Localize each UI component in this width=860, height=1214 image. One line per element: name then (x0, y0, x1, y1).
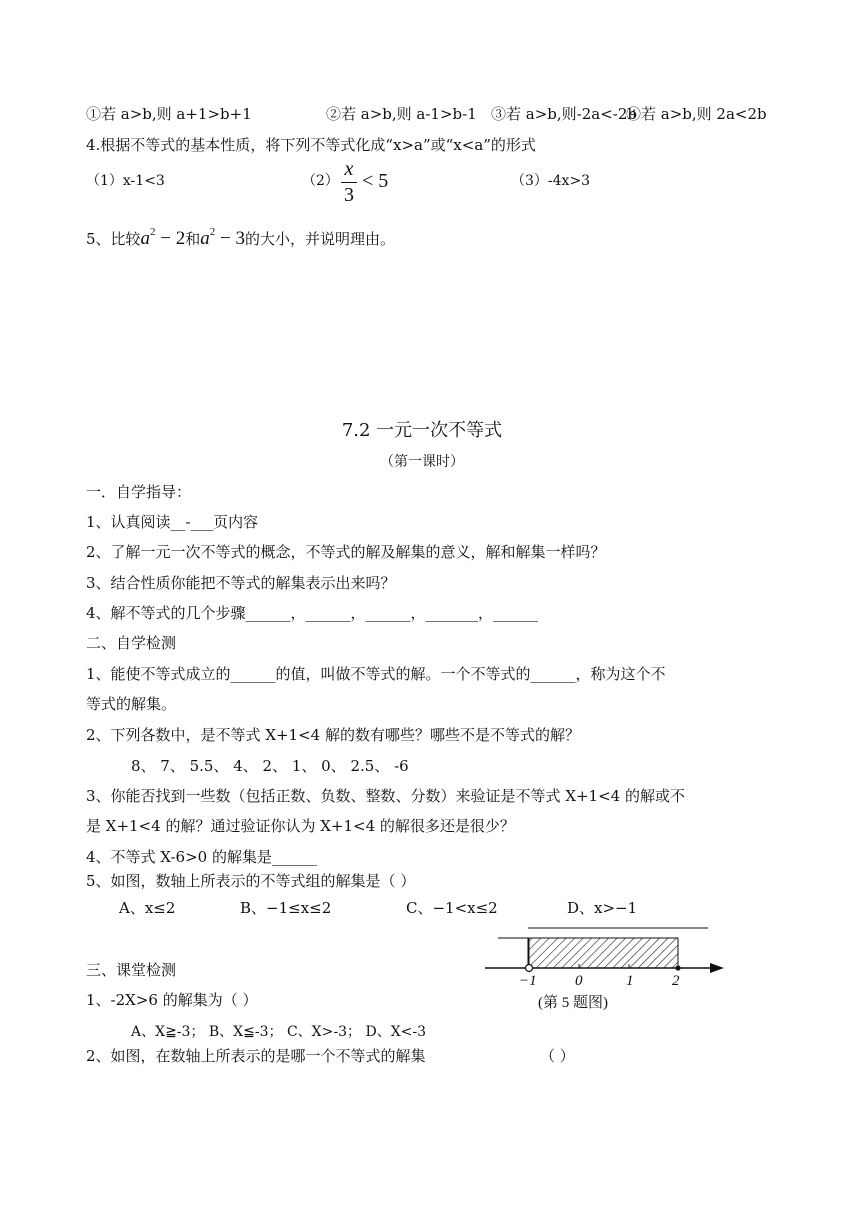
fraction-bar (341, 182, 357, 183)
part-2-q1-line-2: 等式的解集。 (86, 695, 177, 713)
figure-caption: (第 5 题图) (538, 995, 608, 1011)
question-5-prefix: 5、比较 (86, 230, 141, 248)
question-4-part-2-relation: < 5 (362, 170, 389, 192)
part-3-q2-answer-paren: （ ） (540, 1047, 575, 1065)
fraction-x-over-3 (341, 158, 357, 206)
bracket-x-greater-than-minus-1 (498, 938, 528, 968)
number-line-figure (480, 922, 730, 994)
solution-region (529, 938, 678, 968)
expression-1-exponent: 2 (150, 226, 156, 238)
part-2-q3-line-1: 3、你能否找到一些数（包括正数、负数、整数、分数）来验证是不等式 X+1<4 的解或不 (86, 787, 685, 805)
part-3-q1: 1、-2X>6 的解集为（ ） (86, 991, 258, 1009)
q3-option-3: ③若 a>b,则-2a<-2b (491, 105, 637, 123)
fraction-numerator: x (344, 158, 354, 180)
part-2-q5-option-c: C、−1<x≤2 (406, 899, 498, 917)
part-2-q1-line-1: 1、能使不等式成立的______的值，叫做不等式的解。一个不等式的______，称为这个不 (86, 665, 666, 683)
expression-2 (200, 228, 245, 249)
fraction-denominator: 3 (344, 184, 354, 206)
question-4-part-3: （3）-4x>3 (511, 173, 591, 189)
q3-option-1: ①若 a>b,则 a+1>b+1 (86, 105, 252, 123)
part-2-q2: 2、下列各数中，是不等式 X+1<4 解的数有哪些？哪些不是不等式的解？ (86, 726, 580, 744)
part-1-item-3: 3、结合性质你能把不等式的解集表示出来吗？ (86, 574, 396, 592)
question-4-part-1: （1）x-1<3 (86, 173, 165, 189)
tick-label-2: 2 (672, 973, 680, 989)
question-4-part-2-label: （2） (302, 173, 339, 189)
part-2-q5-option-d: D、x>−1 (567, 899, 638, 917)
part-3-q1-options: A、X≧-3； B、X≦-3； C、X>-3； D、X<-3 (131, 1024, 427, 1040)
part-3-q2: 2、如图，在数轴上所表示的是哪一个不等式的解集 (86, 1047, 426, 1065)
tick-label-0: 0 (575, 973, 583, 989)
question-4-text: 4.根据不等式的基本性质，将下列不等式化成“x>a”或“x<a”的形式 (86, 136, 536, 154)
part-2-q5-option-b: B、−1≤x≤2 (240, 899, 332, 917)
axis-arrow-icon (710, 963, 724, 973)
expression-2-exponent: 2 (209, 226, 216, 238)
expression-1 (141, 228, 186, 249)
part-3-heading: 三、课堂检测 (86, 961, 177, 979)
part-2-q4: 4、不等式 X-6>0 的解集是______ (86, 848, 317, 866)
part-2-q2-numbers: 8、 7、 5.5、 4、 2、 1、 0、 2.5、 -6 (131, 757, 409, 775)
question-5-mid: 和 (185, 230, 201, 248)
part-1-item-4: 4、解不等式的几个步骤______，______，______，_______，______ (86, 604, 539, 622)
expression-2-rest: − 3 (215, 228, 245, 249)
question-5 (86, 227, 395, 251)
part-2-q5: 5、如图，数轴上所表示的不等式组的解集是（ ） (86, 872, 416, 890)
part-1-item-2: 2、了解一元一次不等式的概念，不等式的解及解集的意义，解和解集一样吗？ (86, 543, 606, 561)
part-1-item-1: 1、认真阅读__-___页内容 (86, 513, 259, 531)
question-5-suffix: 的大小，并说明理由。 (245, 230, 396, 248)
q3-option-4: ④若 a>b,则 2a<2b (626, 105, 767, 123)
part-2-q5-option-a: A、x≤2 (119, 899, 176, 917)
section-title: 7.2 一元一次不等式 (341, 420, 503, 441)
expression-1-rest: − 2 (155, 228, 186, 249)
q3-option-2: ②若 a>b,则 a-1>b-1 (326, 105, 477, 123)
closed-point-2 (675, 965, 680, 970)
expression-1-base: a (140, 228, 151, 249)
section-subtitle: （第一课时） (380, 454, 464, 470)
part-2-q3-line-2: 是 X+1<4 的解？通过验证你认为 X+1<4 的解很多还是很少？ (86, 817, 515, 835)
expression-2-base: a (200, 228, 210, 249)
part-1-heading: 一．自学指导： (86, 483, 192, 501)
part-2-heading: 二、自学检测 (86, 634, 177, 652)
tick-label-minus-1: −1 (519, 973, 537, 989)
tick-label-1: 1 (626, 973, 634, 989)
